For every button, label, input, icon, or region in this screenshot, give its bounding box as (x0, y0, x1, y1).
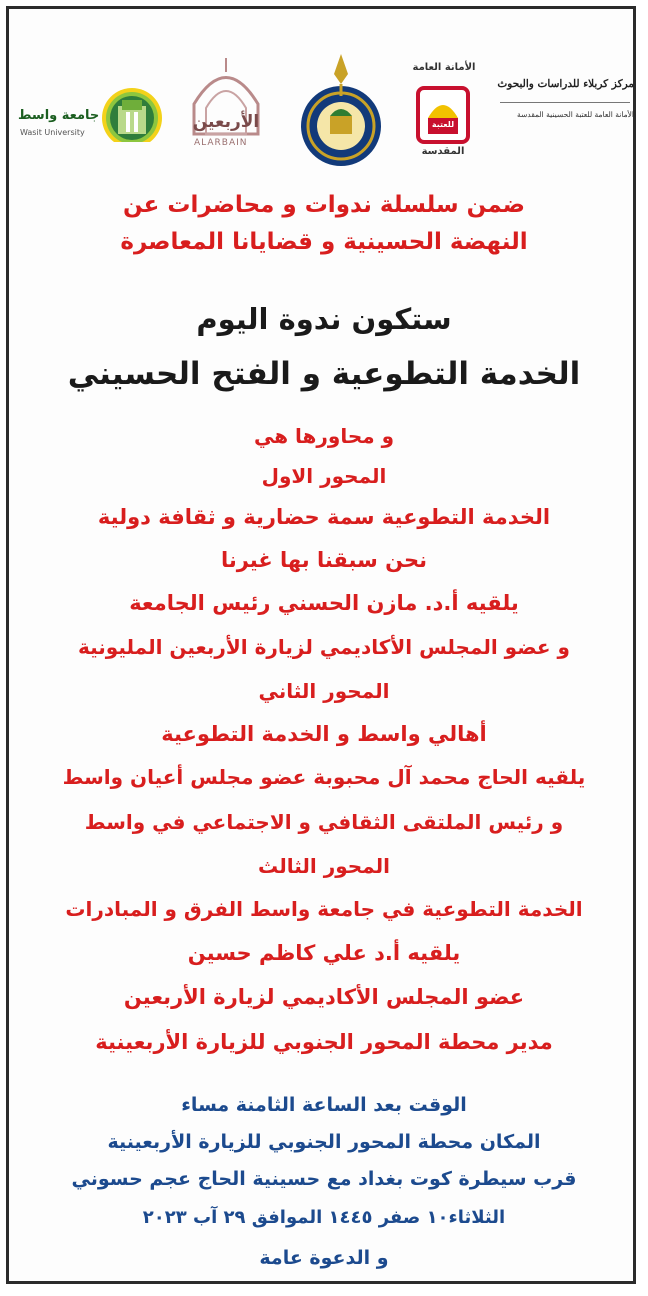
wasit-university-logo (14, 52, 164, 142)
axis-2-title: المحور الثاني (258, 679, 390, 703)
axis-1-topic-2: نحن سبقنا بها غيرنا (220, 548, 428, 572)
event-place: المكان محطة المحور الجنوبي للزيارة الأربعينية (107, 1131, 541, 1153)
axis-2-speaker-2: و رئيس الملتقى الثقافي و الاجتماعي في واسط (84, 810, 564, 834)
center-seal-logo (296, 54, 386, 170)
amana-bottom-text: المقدسة (421, 146, 465, 157)
event-time: الوقت بعد الساعة الثامنة مساء (181, 1094, 467, 1116)
intro-line-1: ضمن سلسلة ندوات و محاضرات عن (122, 192, 526, 218)
axis-3-speaker-3: مدير محطة المحور الجنوبي للزيارة الأربعينية (95, 1030, 553, 1054)
wasit-arabic-name: جامعة واسط (18, 108, 100, 123)
amana-center-text: للعتبة (431, 120, 455, 129)
markaz-divider (500, 102, 630, 103)
event-near: قرب سيطرة كوت بغداد مع حسينية الحاج عجم حسوني (71, 1168, 577, 1190)
amana-top-text: الأمانة العامة (412, 62, 476, 73)
axis-2-speaker-1: يلقيه الحاج محمد آل محبوبة عضو مجلس أعيان واسط (62, 765, 586, 789)
axis-1-topic-1: الخدمة التطوعية سمة حضارية و ثقافة دولية (97, 505, 551, 529)
axis-3-speaker-1: يلقيه أ.د علي كاظم حسين (187, 941, 461, 965)
wasit-english-name: Wasit University (20, 128, 85, 137)
intro-line-2: النهضة الحسينية و قضايانا المعاصرة (120, 229, 528, 255)
alarbain-logo (176, 56, 276, 156)
axis-3-title: المحور الثالث (258, 854, 390, 878)
event-invite: و الدعوة عامة (259, 1247, 389, 1269)
markaz-line-1: مركز كربلاء للدراسات والبحوث (497, 78, 634, 90)
alarbain-english-name: ALARBAIN (194, 138, 248, 148)
pen-seal-icon (296, 54, 386, 170)
axis-3-topic: الخدمة التطوعية في جامعة واسط الفرق و المبادرات (65, 897, 583, 921)
axis-3-speaker-2: عضو المجلس الأكاديمي لزيارة الأربعين (123, 985, 525, 1009)
axes-intro: و محاورها هي (253, 424, 395, 448)
general-secretariat-logo (398, 62, 488, 162)
alarbain-arabic-name: الأربعين (192, 112, 260, 132)
headline-title: الخدمة التطوعية و الفتح الحسيني (67, 356, 581, 392)
event-date: الثلاثاء١٠ صفر ١٤٤٥ الموافق ٢٩ آب ٢٠٢٣ (142, 1207, 506, 1228)
axis-2-topic: أهالي واسط و الخدمة التطوعية (161, 722, 487, 746)
axis-1-speaker-2: و عضو المجلس الأكاديمي لزيارة الأربعين المليونية (77, 635, 570, 659)
headline-line-1: ستكون ندوة اليوم (196, 302, 452, 336)
logos-row (14, 44, 634, 174)
karbala-center-logo (492, 74, 634, 144)
axis-1-title: المحور الاول (261, 464, 387, 488)
axis-1-speaker-1: يلقيه أ.د. مازن الحسني رئيس الجامعة (129, 591, 519, 615)
markaz-line-2: الأمانة العامة للعتبة الحسينية المقدسة (516, 110, 634, 119)
